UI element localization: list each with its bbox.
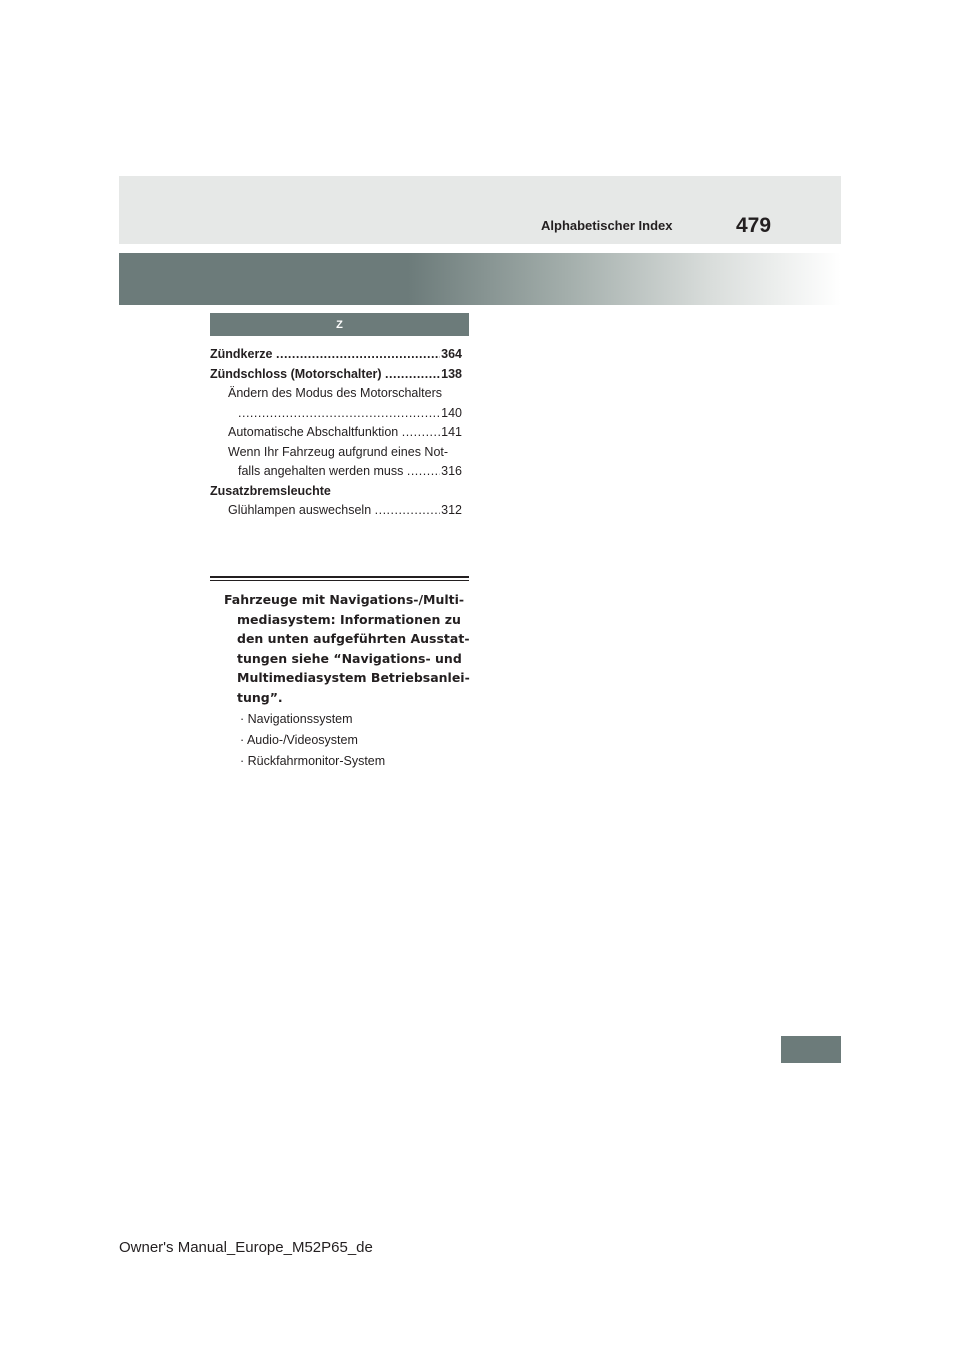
feature-bullet-list (240, 709, 385, 772)
footer-text: Owner's Manual_Europe_M52P65_de (119, 1239, 373, 1256)
navigation-note (224, 590, 472, 707)
bullet-item: · Navigationssystem (240, 712, 353, 726)
index-page-ref: 312 (441, 503, 462, 517)
index-term: Zündkerze (210, 347, 273, 361)
index-term: Glühlampen auswechseln (228, 503, 372, 517)
section-divider (210, 576, 469, 581)
index-page-ref: 316 (441, 464, 462, 478)
bullet-item: · Rückfahrmonitor-System (240, 754, 386, 768)
index-term: Zündschloss (Motorschalter) (210, 366, 382, 381)
decorative-gradient-bar (119, 253, 841, 305)
index-term: falls angehalten werden muss (238, 464, 404, 478)
note-line: Multimediasystem Betriebsanlei- (237, 670, 470, 685)
dot-leader (385, 365, 440, 385)
header-band (119, 176, 841, 244)
index-list (210, 345, 462, 521)
dot-leader (238, 404, 440, 424)
index-entry[interactable] (210, 423, 462, 443)
index-letter-header: Z (210, 313, 469, 336)
index-page-ref: 138 (441, 366, 462, 381)
index-subentry-text: Wenn Ihr Fahrzeug aufgrund eines Not- (228, 444, 449, 459)
chapter-tab-marker (781, 1036, 841, 1063)
index-entry[interactable] (210, 501, 462, 521)
note-line: tungen siehe “Navigations- und (237, 650, 462, 666)
index-entry[interactable] (210, 404, 462, 424)
note-line: tung”. (237, 689, 283, 705)
index-subentry-text: Ändern des Modus des Motorschalters (228, 386, 442, 400)
index-entry[interactable] (210, 365, 462, 385)
dot-leader (402, 423, 440, 443)
note-line: Fahrzeuge mit Navigations-/Multi- (224, 592, 465, 607)
index-term: Automatische Abschaltfunktion (228, 425, 399, 439)
index-page-ref: 141 (441, 425, 462, 439)
index-entry[interactable] (210, 462, 462, 482)
dot-leader (375, 501, 441, 521)
dot-leader (407, 462, 440, 482)
note-line: mediasystem: Informationen zu (237, 611, 461, 627)
page-number: 479 (736, 214, 772, 237)
index-page-ref: 140 (441, 405, 462, 420)
index-heading-text: Zusatzbremsleuchte (210, 483, 331, 498)
section-title: Alphabetischer Index (541, 218, 673, 233)
index-page-ref: 364 (441, 347, 462, 361)
note-line: den unten aufgeführten Ausstat- (237, 631, 470, 646)
bullet-item: · Audio-/Videosystem (240, 733, 358, 747)
index-entry[interactable] (210, 345, 462, 365)
dot-leader (276, 345, 440, 365)
